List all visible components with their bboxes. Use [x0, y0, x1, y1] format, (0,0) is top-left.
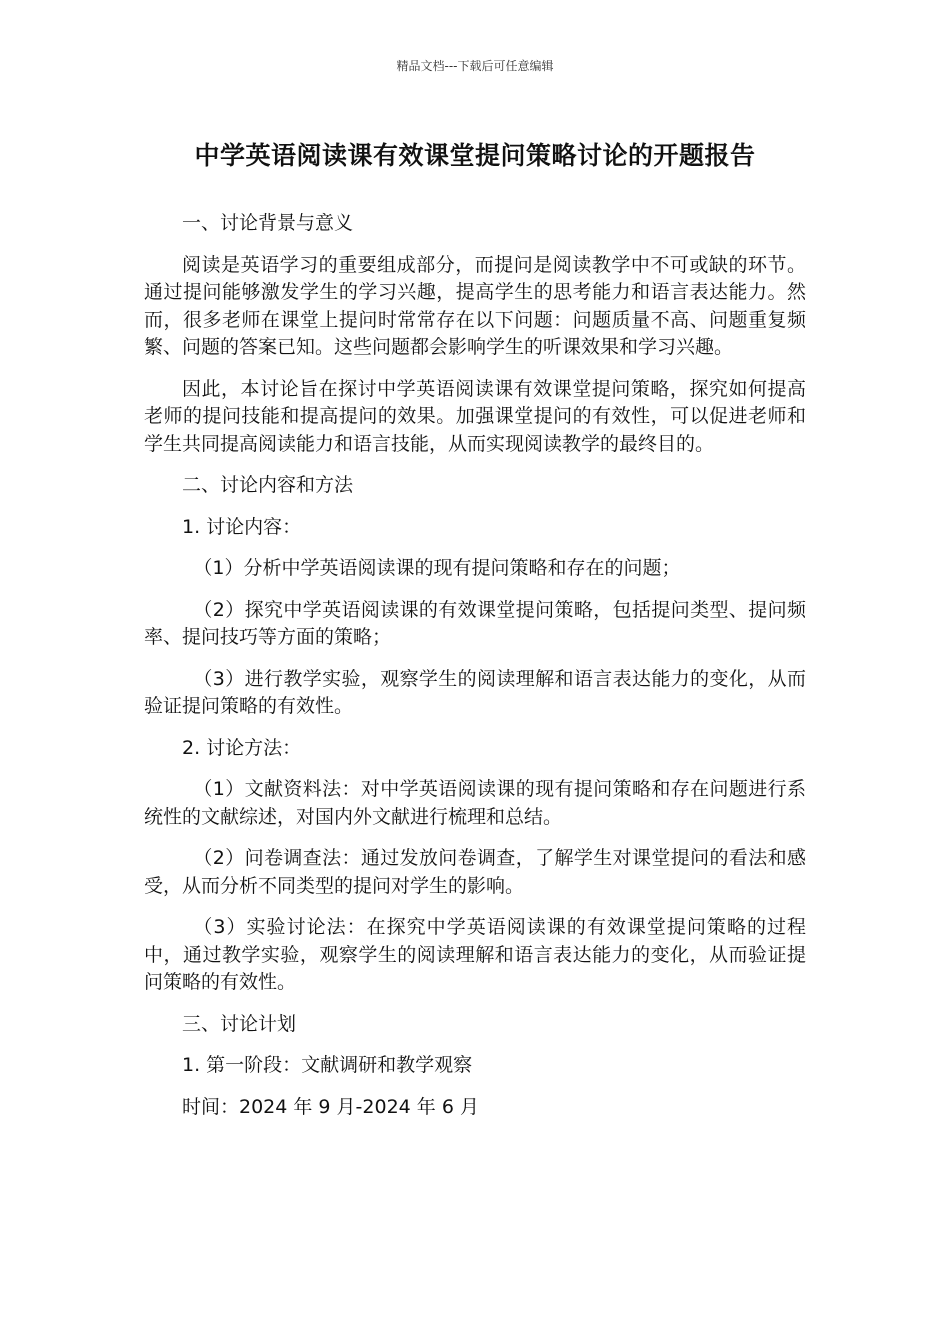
section-heading-content-method: 二、讨论内容和方法: [182, 474, 354, 496]
content-item-1: （1）分析中学英语阅读课的现有提问策略和存在的问题；: [193, 557, 681, 579]
plan-stage-1: 1. 第一阶段：文献调研和教学观察: [182, 1054, 473, 1076]
content-item-2: （2）探究中学英语阅读课的有效课堂提问策略，包括提问类型、提问频率、提问技巧等方面的策略；: [144, 598, 806, 648]
content-item-3: （3）进行教学实验，观察学生的阅读理解和语言表达能力的变化，从而验证提问策略的有效性。: [144, 667, 806, 717]
section-heading-plan: 三、讨论计划: [182, 1012, 297, 1035]
method-item-1: （1）文献资料法：对中学英语阅读课的现有提问策略和存在问题进行系统性的文献综述，对国内外文献进行梳理和总结。: [144, 778, 806, 828]
subheading-method: 2. 讨论方法：: [182, 736, 302, 759]
document-body: [144, 210, 806, 1135]
header-note: 精品文档---下载后可任意编辑: [396, 59, 554, 73]
subheading-content: 1. 讨论内容：: [182, 515, 302, 538]
section-heading-background: 一、讨论背景与意义: [182, 212, 354, 234]
plan-stage-1-time: 时间：2024 年 9 月-2024 年 6 月: [182, 1095, 479, 1118]
method-item-2: （2）问卷调查法：通过发放问卷调查，了解学生对课堂提问的看法和感受，从而分析不同类型的提问对学生的影响。: [144, 847, 806, 897]
paragraph-background-1: 阅读是英语学习的重要组成部分，而提问是阅读教学中不可或缺的环节。通过提问能够激发学生的学习兴趣，提高学生的思考能力和语言表达能力。然而，很多老师在课堂上提问时常常存在以下问题：问题质量不高、问题重复频繁、问题的答案已知。这些问题都会影响学生的听课效果和学习兴趣。: [144, 253, 806, 358]
document-title: 中学英语阅读课有效课堂提问策略讨论的开题报告: [194, 141, 756, 170]
method-item-3: （3）实验讨论法：在探究中学英语阅读课的有效课堂提问策略的过程中，通过教学实验，观察学生的阅读理解和语言表达能力的变化，从而验证提问策略的有效性。: [144, 916, 806, 993]
paragraph-background-2: 因此，本讨论旨在探讨中学英语阅读课有效课堂提问策略，探究如何提高老师的提问技能和提高提问的效果。加强课堂提问的有效性，可以促进老师和学生共同提高阅读能力和语言技能，从而实现阅读教学的最终目的。: [144, 377, 806, 455]
